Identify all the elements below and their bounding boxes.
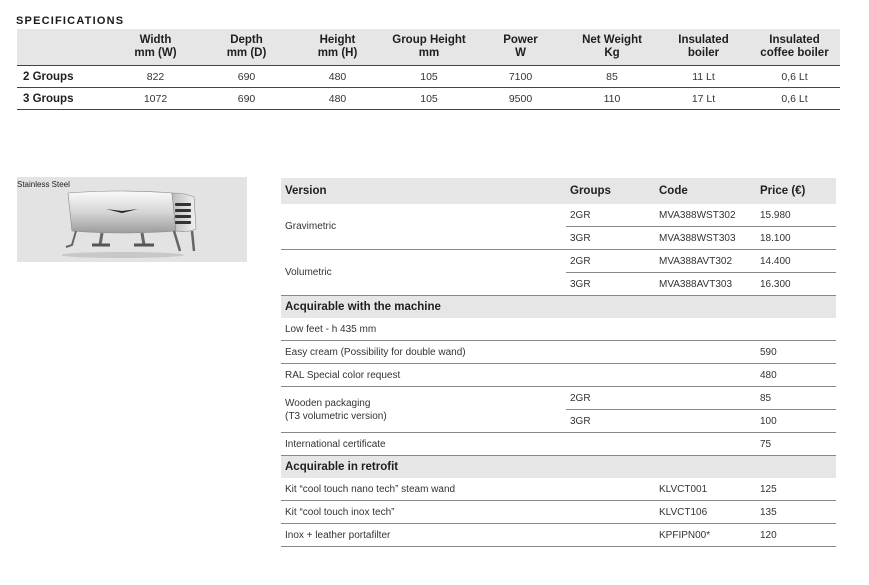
accessory-price: 85 bbox=[756, 387, 836, 410]
spec-row-3-groups bbox=[17, 88, 840, 110]
retrofit-name: Kit “cool touch inox tech” bbox=[281, 501, 566, 524]
spec-cell: 7100 bbox=[475, 66, 566, 88]
spec-row-label: 2 Groups bbox=[17, 66, 110, 88]
retrofit-code: KLVCT001 bbox=[655, 478, 756, 501]
spec-col-header-boiler: Insulated boiler bbox=[658, 29, 749, 66]
accessory-groups bbox=[566, 318, 655, 341]
price-col-groups: Groups bbox=[566, 178, 655, 204]
price-col-price: Price (€) bbox=[756, 178, 836, 204]
accessory-groups: 2GR bbox=[566, 387, 655, 410]
accessory-row bbox=[281, 364, 836, 387]
price-groups: 2GR bbox=[566, 250, 655, 273]
accessory-row bbox=[281, 433, 836, 456]
retrofit-code: KPFIPN00* bbox=[655, 524, 756, 547]
spec-col-header-net-weight: Net Weight Kg bbox=[566, 29, 658, 66]
retrofit-row bbox=[281, 478, 836, 501]
spec-cell: 690 bbox=[201, 88, 292, 110]
spec-cell: 11 Lt bbox=[658, 66, 749, 88]
spec-col-header-width: Width mm (W) bbox=[110, 29, 201, 66]
accessory-row bbox=[281, 318, 836, 341]
price-value: 15.980 bbox=[756, 204, 836, 227]
retrofit-code: KLVCT106 bbox=[655, 501, 756, 524]
price-code: MVA388WST303 bbox=[655, 227, 756, 250]
accessory-price: 100 bbox=[756, 410, 836, 433]
spec-cell: 110 bbox=[566, 88, 658, 110]
section-title: Acquirable in retrofit bbox=[281, 456, 836, 479]
accessory-name: Low feet - h 435 mm bbox=[281, 318, 566, 341]
accessory-code bbox=[655, 387, 756, 410]
spec-col-header-group-height: Group Height mm bbox=[383, 29, 475, 66]
spec-cell: 0,6 Lt bbox=[749, 88, 840, 110]
version-name-gravimetric: Gravimetric bbox=[281, 204, 566, 250]
retrofit-groups bbox=[566, 501, 655, 524]
section-header-retrofit bbox=[281, 456, 836, 479]
espresso-machine-illustration bbox=[62, 187, 202, 261]
retrofit-groups bbox=[566, 478, 655, 501]
retrofit-groups bbox=[566, 524, 655, 547]
spec-col-header bbox=[17, 29, 110, 66]
price-code: MVA388AVT302 bbox=[655, 250, 756, 273]
accessory-groups bbox=[566, 341, 655, 364]
spec-cell: 9500 bbox=[475, 88, 566, 110]
section-title: Acquirable with the machine bbox=[281, 296, 836, 319]
price-groups: 3GR bbox=[566, 227, 655, 250]
spec-cell: 822 bbox=[110, 66, 201, 88]
retrofit-price: 135 bbox=[756, 501, 836, 524]
spec-cell: 480 bbox=[292, 66, 383, 88]
accessory-name: RAL Special color request bbox=[281, 364, 566, 387]
price-groups: 3GR bbox=[566, 273, 655, 296]
spec-cell: 1072 bbox=[110, 88, 201, 110]
retrofit-row bbox=[281, 501, 836, 524]
accessory-price: 75 bbox=[756, 433, 836, 456]
price-groups: 2GR bbox=[566, 204, 655, 227]
spec-header-row bbox=[17, 29, 840, 66]
retrofit-row bbox=[281, 524, 836, 547]
price-code: MVA388WST302 bbox=[655, 204, 756, 227]
spec-row-label: 3 Groups bbox=[17, 88, 110, 110]
spec-cell: 0,6 Lt bbox=[749, 66, 840, 88]
spec-cell: 85 bbox=[566, 66, 658, 88]
specifications-heading: SPECIFICATIONS bbox=[16, 15, 125, 27]
accessory-name: International certificate bbox=[281, 433, 566, 456]
machine-caption: Stainless Steel bbox=[17, 180, 70, 189]
price-table bbox=[281, 178, 836, 547]
accessory-code bbox=[655, 410, 756, 433]
spec-col-header-depth: Depth mm (D) bbox=[201, 29, 292, 66]
accessory-row bbox=[281, 387, 836, 410]
price-value: 16.300 bbox=[756, 273, 836, 296]
accessory-groups bbox=[566, 433, 655, 456]
retrofit-price: 125 bbox=[756, 478, 836, 501]
spec-cell: 105 bbox=[383, 66, 475, 88]
accessory-groups: 3GR bbox=[566, 410, 655, 433]
price-value: 18.100 bbox=[756, 227, 836, 250]
accessory-price: 590 bbox=[756, 341, 836, 364]
retrofit-price: 120 bbox=[756, 524, 836, 547]
spec-cell: 17 Lt bbox=[658, 88, 749, 110]
accessory-code bbox=[655, 341, 756, 364]
spec-cell: 105 bbox=[383, 88, 475, 110]
accessory-name-wooden: Wooden packaging (T3 volumetric version) bbox=[281, 387, 566, 433]
section-header-machine bbox=[281, 296, 836, 319]
price-col-code: Code bbox=[655, 178, 756, 204]
specifications-table bbox=[17, 29, 840, 110]
price-col-version: Version bbox=[281, 178, 566, 204]
price-row bbox=[281, 204, 836, 227]
spec-col-header-power: Power W bbox=[475, 29, 566, 66]
spec-cell: 480 bbox=[292, 88, 383, 110]
accessory-code bbox=[655, 318, 756, 341]
spec-row-2-groups bbox=[17, 66, 840, 88]
price-header-row bbox=[281, 178, 836, 204]
accessory-code bbox=[655, 364, 756, 387]
spec-col-header-height: Height mm (H) bbox=[292, 29, 383, 66]
version-name-volumetric: Volumetric bbox=[281, 250, 566, 296]
price-row bbox=[281, 250, 836, 273]
accessory-row bbox=[281, 341, 836, 364]
price-value: 14.400 bbox=[756, 250, 836, 273]
price-code: MVA388AVT303 bbox=[655, 273, 756, 296]
accessory-name: Easy cream (Possibility for double wand) bbox=[281, 341, 566, 364]
accessory-price bbox=[756, 318, 836, 341]
accessory-code bbox=[655, 433, 756, 456]
accessory-price: 480 bbox=[756, 364, 836, 387]
retrofit-name: Inox + leather portafilter bbox=[281, 524, 566, 547]
accessory-groups bbox=[566, 364, 655, 387]
machine-image-panel bbox=[17, 177, 247, 262]
spec-col-header-coffee-boiler: Insulated coffee boiler bbox=[749, 29, 840, 66]
spec-cell: 690 bbox=[201, 66, 292, 88]
retrofit-name: Kit “cool touch nano tech” steam wand bbox=[281, 478, 566, 501]
